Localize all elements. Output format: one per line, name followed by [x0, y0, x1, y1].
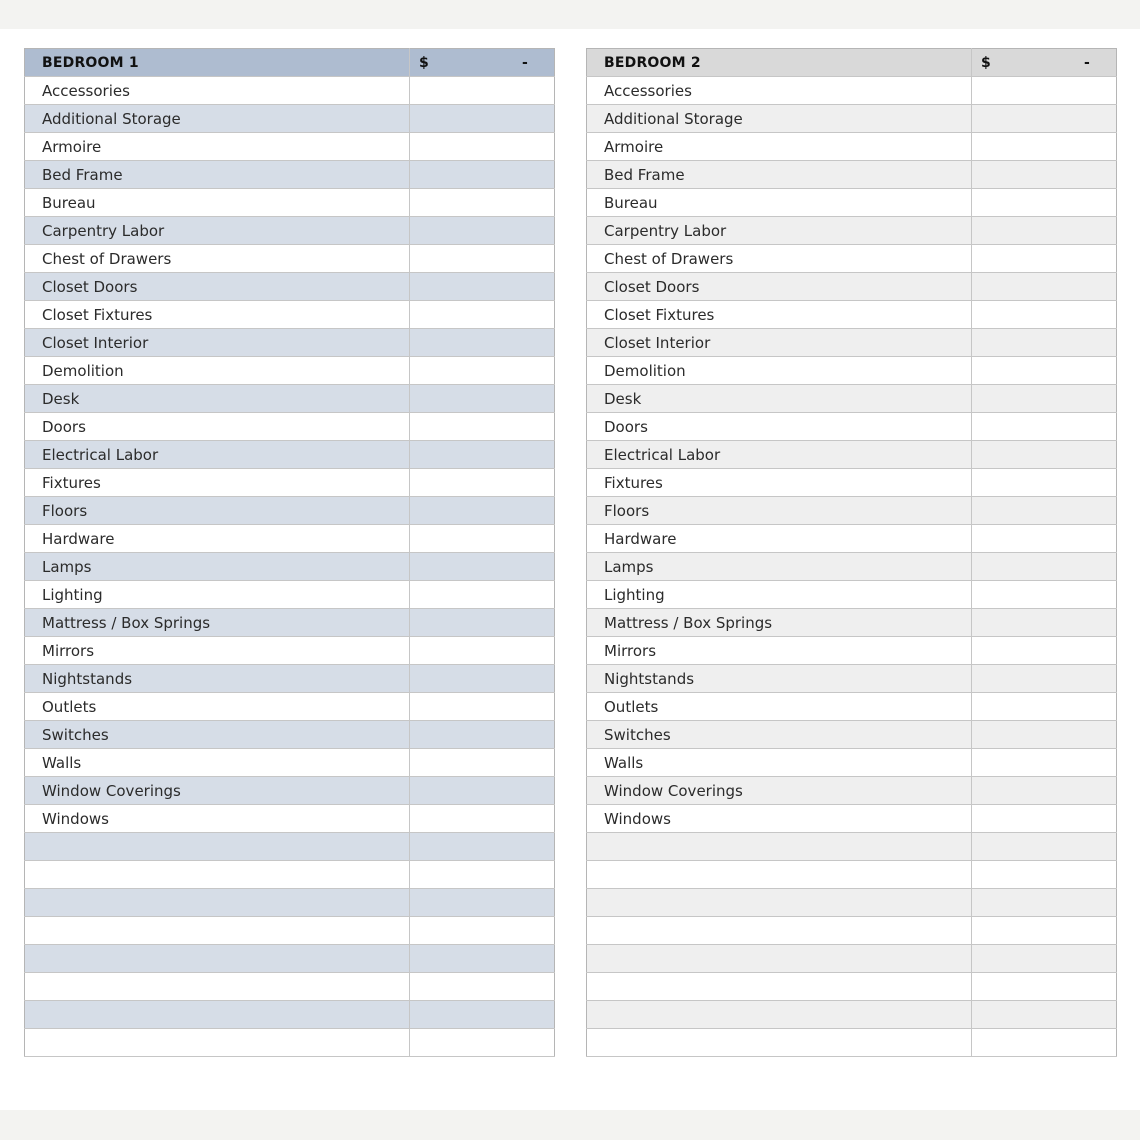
table-row	[25, 413, 555, 441]
cost-cell[interactable]	[410, 609, 555, 637]
cost-cell[interactable]	[972, 329, 1117, 357]
table-row	[587, 105, 1117, 133]
cost-cell[interactable]	[972, 1029, 1117, 1057]
item-name-cell[interactable]: Outlets	[587, 693, 972, 721]
table-row	[587, 413, 1117, 441]
item-name-cell[interactable]: Lamps	[25, 553, 410, 581]
table-row	[587, 917, 1117, 945]
item-name-cell[interactable]: Closet Doors	[587, 273, 972, 301]
cost-cell[interactable]	[972, 805, 1117, 833]
item-name-cell[interactable]: Additional Storage	[587, 105, 972, 133]
table-row	[587, 945, 1117, 973]
cost-cell[interactable]	[410, 637, 555, 665]
cost-cell[interactable]	[972, 469, 1117, 497]
table-row	[25, 357, 555, 385]
table-row	[587, 217, 1117, 245]
table-row	[25, 301, 555, 329]
currency-symbol: $	[419, 54, 429, 71]
table-row	[25, 133, 555, 161]
cost-cell[interactable]	[972, 609, 1117, 637]
table-row	[587, 581, 1117, 609]
item-name-cell[interactable]: Desk	[25, 385, 410, 413]
item-name-cell[interactable]: Armoire	[25, 133, 410, 161]
table-row	[25, 385, 555, 413]
table-row	[25, 693, 555, 721]
item-name-cell[interactable]	[25, 861, 410, 889]
table-row	[25, 749, 555, 777]
table-row	[587, 301, 1117, 329]
table-row	[587, 189, 1117, 217]
cost-cell[interactable]	[410, 469, 555, 497]
cost-cell[interactable]	[410, 161, 555, 189]
item-name-cell[interactable]: Bed Frame	[587, 161, 972, 189]
item-name-cell[interactable]: Lamps	[587, 553, 972, 581]
cost-cell[interactable]	[972, 553, 1117, 581]
table-header-row	[587, 49, 1117, 77]
table-row	[25, 273, 555, 301]
table-row	[25, 609, 555, 637]
item-name-cell[interactable]: Hardware	[587, 525, 972, 553]
item-name-cell[interactable]: Floors	[587, 497, 972, 525]
table-title: BEDROOM 2	[587, 49, 972, 77]
cost-cell[interactable]	[972, 245, 1117, 273]
cost-cell[interactable]	[972, 721, 1117, 749]
table-row	[587, 861, 1117, 889]
cost-cell[interactable]	[972, 945, 1117, 973]
item-name-cell[interactable]: Closet Interior	[25, 329, 410, 357]
cost-cell[interactable]	[410, 329, 555, 357]
cost-cell[interactable]	[972, 917, 1117, 945]
item-name-cell[interactable]	[587, 1029, 972, 1057]
table-row	[25, 161, 555, 189]
table-row	[587, 525, 1117, 553]
item-name-cell[interactable]	[587, 973, 972, 1001]
cost-cell[interactable]	[972, 749, 1117, 777]
item-name-cell[interactable]	[25, 833, 410, 861]
item-name-cell[interactable]: Closet Doors	[25, 273, 410, 301]
cost-cell[interactable]	[410, 861, 555, 889]
table-title: BEDROOM 1	[25, 49, 410, 77]
item-name-cell[interactable]: Lighting	[25, 581, 410, 609]
cost-cell[interactable]	[410, 441, 555, 469]
item-name-cell[interactable]: Windows	[587, 805, 972, 833]
cost-cell[interactable]	[410, 189, 555, 217]
item-name-cell[interactable]	[587, 889, 972, 917]
item-name-cell[interactable]	[587, 1001, 972, 1029]
cost-cell[interactable]	[972, 525, 1117, 553]
item-name-cell[interactable]	[25, 973, 410, 1001]
cost-cell[interactable]	[410, 665, 555, 693]
total-cell[interactable]	[972, 49, 1117, 77]
table-row	[25, 721, 555, 749]
item-name-cell[interactable]: Walls	[25, 749, 410, 777]
cost-cell[interactable]	[410, 413, 555, 441]
table-row	[25, 245, 555, 273]
item-name-cell[interactable]	[587, 945, 972, 973]
table-row	[587, 1029, 1117, 1057]
table-row	[25, 889, 555, 917]
cost-cell[interactable]	[410, 301, 555, 329]
cost-cell[interactable]	[972, 385, 1117, 413]
table-row	[587, 609, 1117, 637]
table-row	[25, 497, 555, 525]
table-row	[587, 805, 1117, 833]
table-row	[25, 441, 555, 469]
table-row	[25, 917, 555, 945]
table-row	[587, 889, 1117, 917]
cost-cell[interactable]	[410, 581, 555, 609]
table-row	[25, 1001, 555, 1029]
item-name-cell[interactable]: Demolition	[587, 357, 972, 385]
table-row	[587, 973, 1117, 1001]
table-row	[587, 385, 1117, 413]
table-row	[25, 777, 555, 805]
item-name-cell[interactable]: Fixtures	[25, 469, 410, 497]
item-name-cell[interactable]: Windows	[25, 805, 410, 833]
table-header-row	[25, 49, 555, 77]
table-row	[25, 805, 555, 833]
bedroom-2-table	[586, 48, 1117, 1057]
item-name-cell[interactable]: Bed Frame	[25, 161, 410, 189]
table-row	[587, 161, 1117, 189]
item-name-cell[interactable]: Demolition	[25, 357, 410, 385]
item-name-cell[interactable]: Window Coverings	[25, 777, 410, 805]
cost-cell[interactable]	[410, 693, 555, 721]
item-name-cell[interactable]: Electrical Labor	[25, 441, 410, 469]
cost-cell[interactable]	[410, 805, 555, 833]
cost-cell[interactable]	[972, 1001, 1117, 1029]
cost-cell[interactable]	[972, 357, 1117, 385]
item-name-cell[interactable]: Chest of Drawers	[587, 245, 972, 273]
cost-cell[interactable]	[410, 273, 555, 301]
item-name-cell[interactable]: Bureau	[587, 189, 972, 217]
item-name-cell[interactable]: Carpentry Labor	[25, 217, 410, 245]
cost-cell[interactable]	[410, 497, 555, 525]
cost-cell[interactable]	[410, 945, 555, 973]
table-row	[587, 721, 1117, 749]
item-name-cell[interactable]	[25, 917, 410, 945]
item-name-cell[interactable]: Hardware	[25, 525, 410, 553]
table-row	[25, 217, 555, 245]
item-name-cell[interactable]: Doors	[25, 413, 410, 441]
total-value: -	[521, 54, 528, 71]
table-row	[25, 553, 555, 581]
table-row	[25, 105, 555, 133]
item-name-cell[interactable]: Walls	[587, 749, 972, 777]
table-row	[25, 581, 555, 609]
total-value: -	[1083, 54, 1090, 71]
cost-cell[interactable]	[972, 189, 1117, 217]
cost-cell[interactable]	[410, 749, 555, 777]
table-row	[25, 945, 555, 973]
item-name-cell[interactable]: Switches	[25, 721, 410, 749]
item-name-cell[interactable]: Armoire	[587, 133, 972, 161]
table-row	[587, 329, 1117, 357]
cost-cell[interactable]	[410, 525, 555, 553]
table-row	[587, 245, 1117, 273]
cost-cell[interactable]	[972, 581, 1117, 609]
cost-cell[interactable]	[410, 777, 555, 805]
cost-cell[interactable]	[410, 833, 555, 861]
item-name-cell[interactable]: Electrical Labor	[587, 441, 972, 469]
cost-cell[interactable]	[410, 357, 555, 385]
cost-cell[interactable]	[972, 693, 1117, 721]
item-name-cell[interactable]: Mattress / Box Springs	[587, 609, 972, 637]
cost-cell[interactable]	[972, 77, 1117, 105]
item-name-cell[interactable]: Outlets	[25, 693, 410, 721]
cost-cell[interactable]	[410, 133, 555, 161]
item-name-cell[interactable]	[25, 945, 410, 973]
cost-cell[interactable]	[410, 973, 555, 1001]
table-row	[25, 469, 555, 497]
item-name-cell[interactable]: Additional Storage	[25, 105, 410, 133]
item-name-cell[interactable]	[25, 1029, 410, 1057]
table-row	[587, 1001, 1117, 1029]
table-row	[587, 833, 1117, 861]
table-row	[587, 357, 1117, 385]
cost-cell[interactable]	[972, 301, 1117, 329]
table-row	[25, 665, 555, 693]
table-row	[587, 273, 1117, 301]
table-row	[587, 749, 1117, 777]
cost-cell[interactable]	[410, 1029, 555, 1057]
item-name-cell[interactable]: Closet Fixtures	[25, 301, 410, 329]
table-row	[25, 637, 555, 665]
cost-cell[interactable]	[410, 1001, 555, 1029]
table-row	[587, 497, 1117, 525]
item-name-cell[interactable]: Accessories	[587, 77, 972, 105]
cost-cell[interactable]	[972, 833, 1117, 861]
table-row	[587, 469, 1117, 497]
table-row	[587, 665, 1117, 693]
cost-cell[interactable]	[972, 133, 1117, 161]
item-name-cell[interactable]: Doors	[587, 413, 972, 441]
table-row	[25, 525, 555, 553]
item-name-cell[interactable]: Mirrors	[587, 637, 972, 665]
item-name-cell[interactable]	[25, 1001, 410, 1029]
item-name-cell[interactable]	[587, 833, 972, 861]
cost-cell[interactable]	[410, 245, 555, 273]
bedroom-1-table	[24, 48, 555, 1057]
cost-cell[interactable]	[410, 217, 555, 245]
cost-cell[interactable]	[972, 217, 1117, 245]
item-name-cell[interactable]: Nightstands	[587, 665, 972, 693]
table-row	[587, 441, 1117, 469]
cost-cell[interactable]	[972, 637, 1117, 665]
cost-cell[interactable]	[972, 665, 1117, 693]
table-row	[25, 77, 555, 105]
table-row	[25, 189, 555, 217]
item-name-cell[interactable]: Closet Fixtures	[587, 301, 972, 329]
item-name-cell[interactable]	[587, 861, 972, 889]
cost-cell[interactable]	[972, 441, 1117, 469]
cost-cell[interactable]	[410, 917, 555, 945]
cost-cell[interactable]	[972, 889, 1117, 917]
cost-cell[interactable]	[972, 973, 1117, 1001]
item-name-cell[interactable]: Floors	[25, 497, 410, 525]
table-row	[587, 637, 1117, 665]
cost-cell[interactable]	[410, 77, 555, 105]
table-row	[25, 329, 555, 357]
cost-cell[interactable]	[972, 273, 1117, 301]
cost-cell[interactable]	[410, 385, 555, 413]
table-row	[25, 861, 555, 889]
cost-cell[interactable]	[972, 861, 1117, 889]
item-name-cell[interactable]: Window Coverings	[587, 777, 972, 805]
item-name-cell[interactable]: Bureau	[25, 189, 410, 217]
cost-cell[interactable]	[410, 889, 555, 917]
item-name-cell[interactable]	[25, 889, 410, 917]
cost-cell[interactable]	[972, 413, 1117, 441]
item-name-cell[interactable]: Chest of Drawers	[25, 245, 410, 273]
cost-cell[interactable]	[410, 721, 555, 749]
item-name-cell[interactable]: Nightstands	[25, 665, 410, 693]
item-name-cell[interactable]: Lighting	[587, 581, 972, 609]
table-row	[587, 777, 1117, 805]
item-name-cell[interactable]: Accessories	[25, 77, 410, 105]
table-row	[25, 833, 555, 861]
table-row	[25, 973, 555, 1001]
table-row	[587, 693, 1117, 721]
item-name-cell[interactable]: Carpentry Labor	[587, 217, 972, 245]
item-name-cell[interactable]: Switches	[587, 721, 972, 749]
budget-sheet	[0, 29, 1140, 1110]
item-name-cell[interactable]	[587, 917, 972, 945]
cost-cell[interactable]	[972, 497, 1117, 525]
item-name-cell[interactable]: Desk	[587, 385, 972, 413]
table-row	[587, 553, 1117, 581]
table-row	[587, 133, 1117, 161]
item-name-cell[interactable]: Closet Interior	[587, 329, 972, 357]
item-name-cell[interactable]: Mirrors	[25, 637, 410, 665]
item-name-cell[interactable]: Fixtures	[587, 469, 972, 497]
cost-cell[interactable]	[972, 161, 1117, 189]
cost-cell[interactable]	[410, 105, 555, 133]
currency-symbol: $	[981, 54, 991, 71]
cost-cell[interactable]	[972, 777, 1117, 805]
table-row	[587, 77, 1117, 105]
table-row	[25, 1029, 555, 1057]
cost-cell[interactable]	[972, 105, 1117, 133]
item-name-cell[interactable]: Mattress / Box Springs	[25, 609, 410, 637]
cost-cell[interactable]	[410, 553, 555, 581]
total-cell[interactable]	[410, 49, 555, 77]
